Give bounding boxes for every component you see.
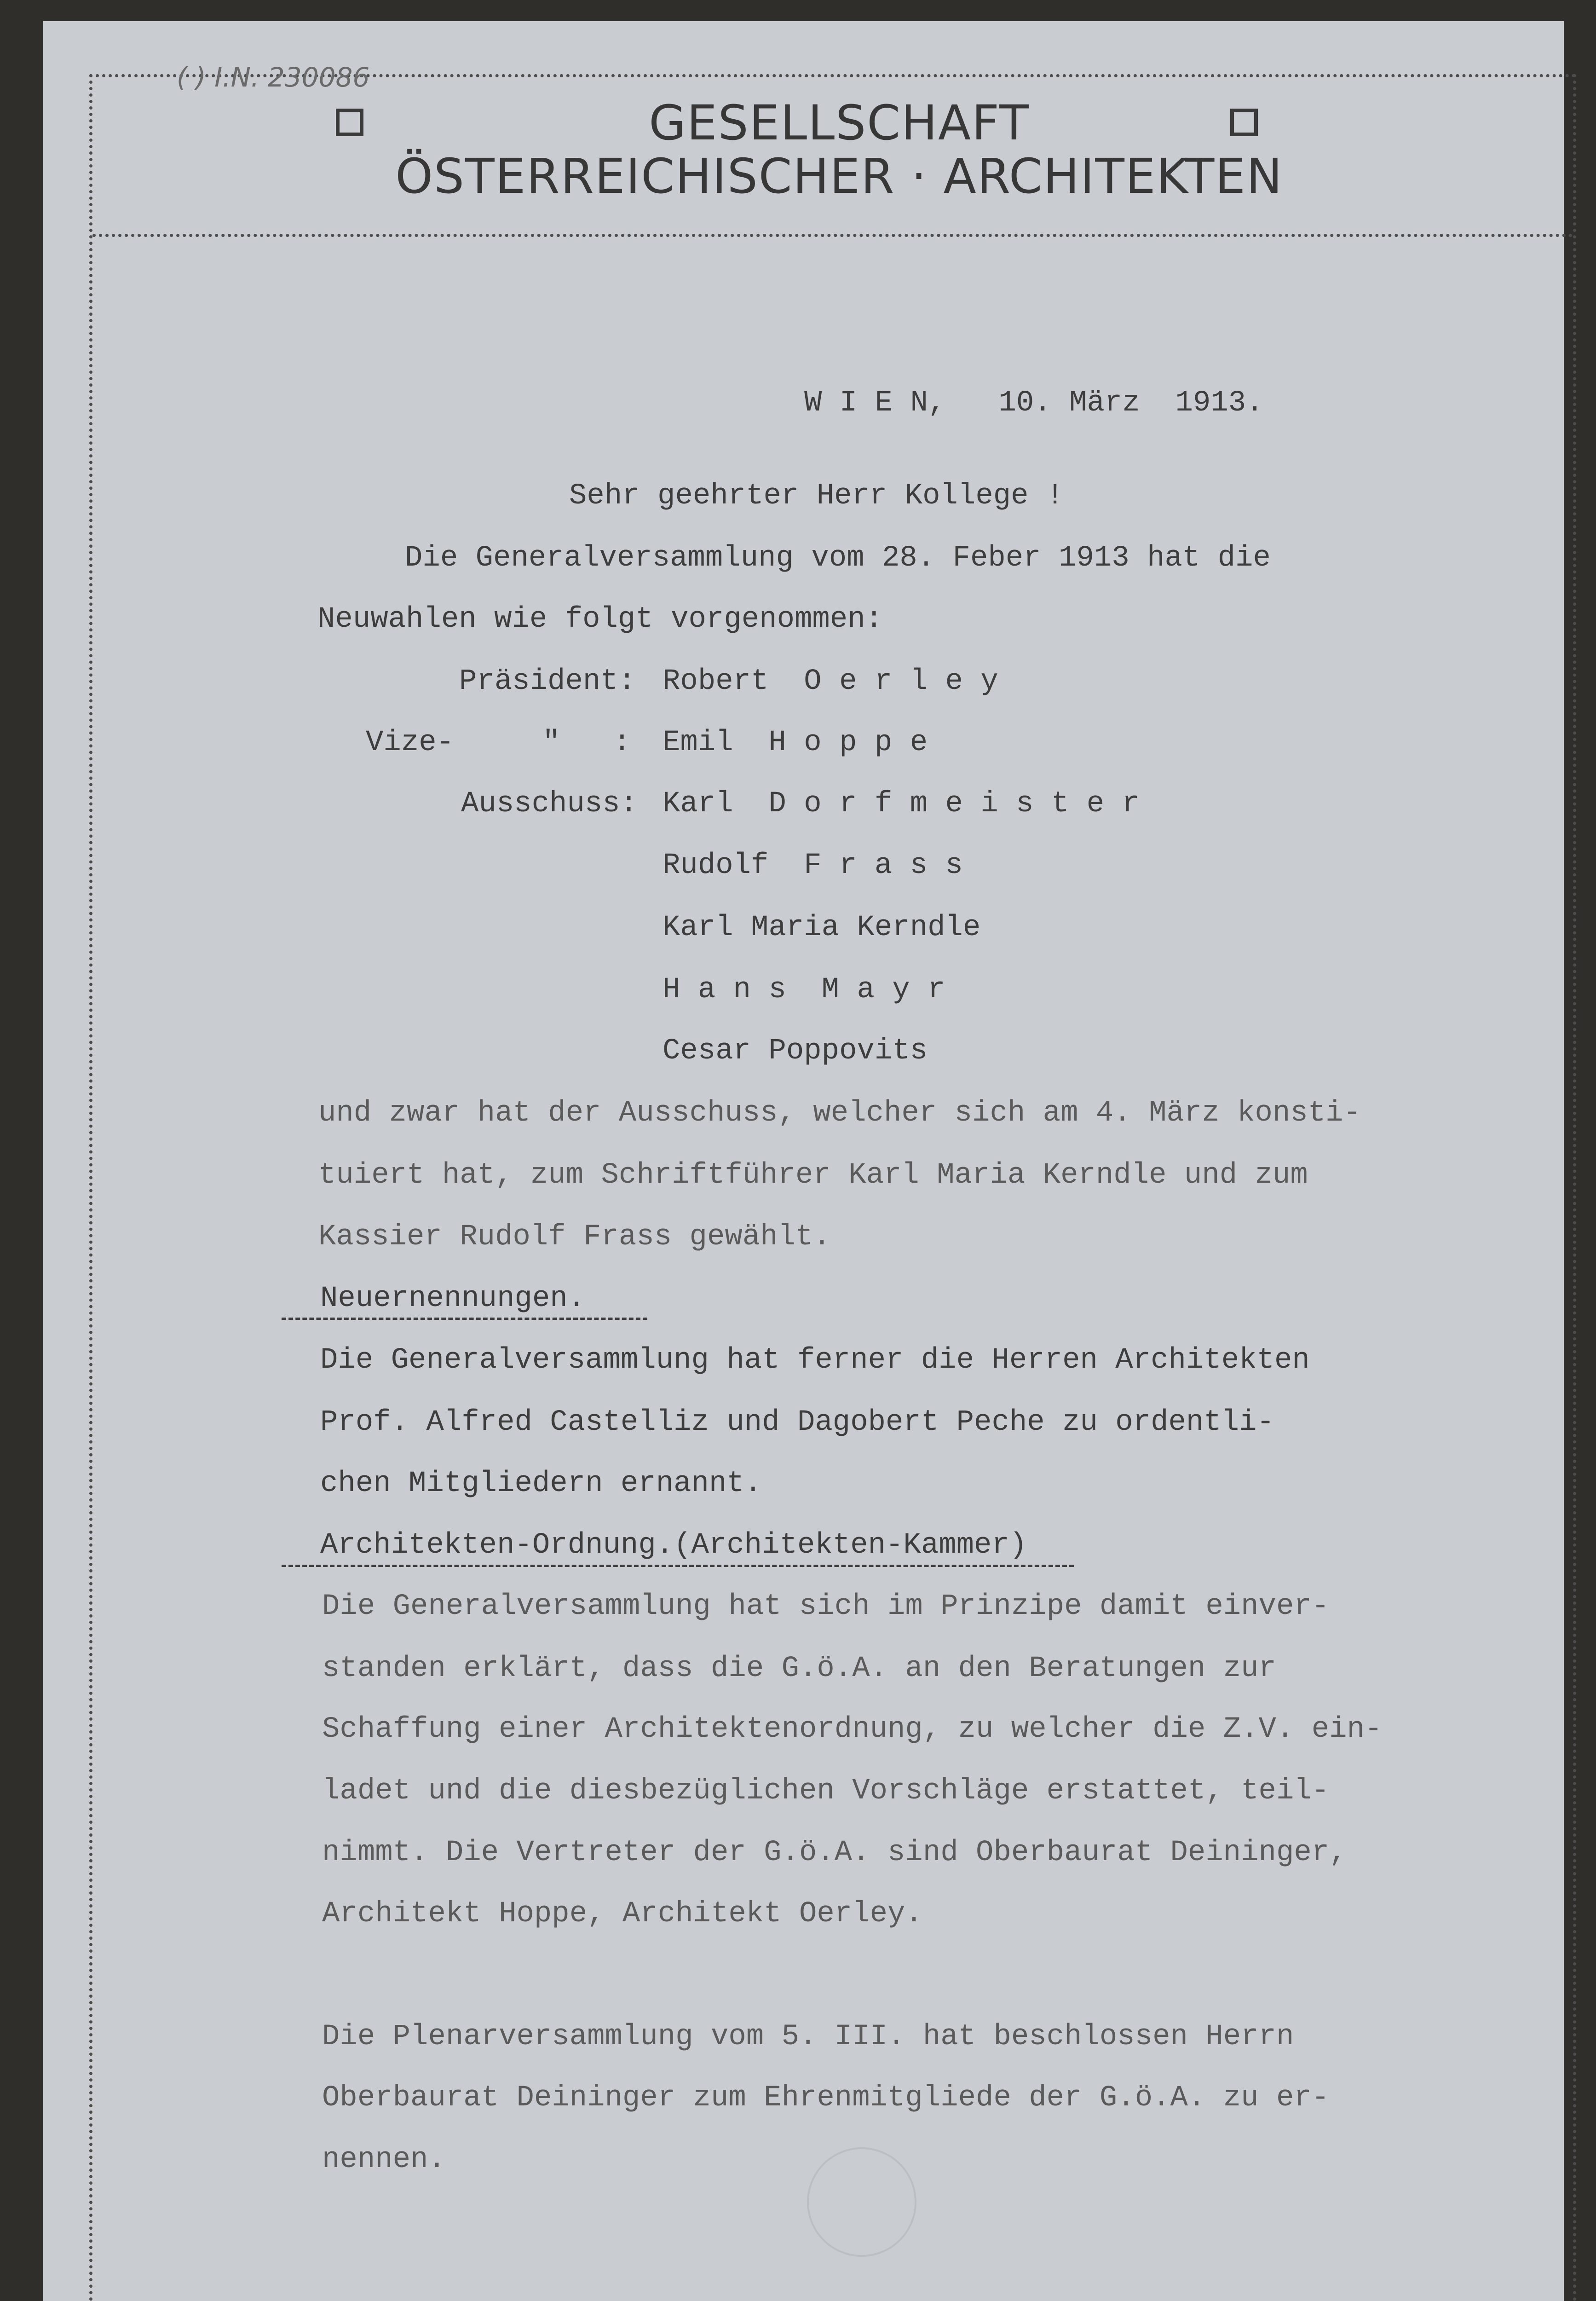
- officer-name: Emil H o p p e: [663, 726, 928, 759]
- body-line: tuiert hat, zum Schriftführer Karl Maria Kerndle und zum: [318, 1159, 1308, 1192]
- letterhead-line-2: ÖSTERREICHISCHER · ARCHITEKTEN: [395, 148, 1283, 204]
- officer-role: Ausschuss:: [461, 787, 638, 821]
- body-line: Neuwahlen wie folgt vorgenommen:: [317, 603, 883, 636]
- body-line: Architekt Hoppe, Architekt Oerley.: [322, 1897, 923, 1931]
- body-line: Die Generalversammlung hat sich im Prinzipe damit einver-: [322, 1590, 1330, 1623]
- heading-underline: [282, 1318, 647, 1320]
- letterhead-line-1: GESELLSCHAFT: [649, 95, 1030, 151]
- officer-name: Rudolf F r a s s: [663, 849, 963, 882]
- body-line: nennen.: [322, 2143, 446, 2176]
- body-line: Kassier Rudolf Frass gewählt.: [318, 1220, 831, 1254]
- heading-underline: [282, 1565, 1074, 1567]
- faint-embossed-stamp: [807, 2147, 916, 2257]
- body-line: Prof. Alfred Castelliz und Dagobert Peche zu ordentli-: [320, 1406, 1274, 1439]
- body-line: und zwar hat der Ausschuss, welcher sich am 4. März konsti-: [318, 1097, 1361, 1130]
- officer-name: Robert O e r l e y: [663, 665, 998, 698]
- body-line: Die Plenarversammlung vom 5. III. hat beschlossen Herrn: [322, 2020, 1294, 2053]
- officer-name: Karl Maria Kerndle: [663, 911, 981, 944]
- body-line: Oberbaurat Deininger zum Ehrenmitgliede der G.ö.A. zu er-: [322, 2081, 1330, 2115]
- section-heading-architekten-ordnung: Architekten-Ordnung.(Architekten-Kammer): [320, 1529, 1027, 1562]
- date-line: W I E N, 10. März 1913.: [804, 387, 1264, 420]
- officer-role: Vize- " :: [366, 726, 631, 759]
- salutation: Sehr geehrter Herr Kollege !: [569, 480, 1064, 513]
- body-line: Die Generalversammlung vom 28. Feber 1913 hat die: [405, 542, 1271, 575]
- archive-inventory-note: ( ) I.N. 230086: [177, 62, 370, 93]
- officer-role: Präsident:: [459, 665, 636, 698]
- header-divider: [92, 234, 1573, 237]
- body-line: ladet und die diesbezüglichen Vorschläge erstattet, teil-: [322, 1775, 1330, 1808]
- officer-name: H a n s M a y r: [663, 973, 945, 1006]
- officer-name: Karl D o r f m e i s t e r: [663, 787, 1140, 821]
- section-heading-neuernennungen: Neuernennungen.: [320, 1282, 586, 1315]
- body-line: nimmt. Die Vertreter der G.ö.A. sind Oberbaurat Deininger,: [322, 1836, 1347, 1869]
- body-line: Schaffung einer Architektenordnung, zu welcher die Z.V. ein-: [322, 1713, 1383, 1746]
- body-line: chen Mitgliedern ernannt.: [320, 1467, 762, 1500]
- body-line: standen erklärt, dass die G.ö.A. an den Beratungen zur: [322, 1652, 1276, 1685]
- body-line: Die Generalversammlung hat ferner die Herren Architekten: [320, 1344, 1310, 1377]
- officer-name: Cesar Poppovits: [663, 1035, 928, 1068]
